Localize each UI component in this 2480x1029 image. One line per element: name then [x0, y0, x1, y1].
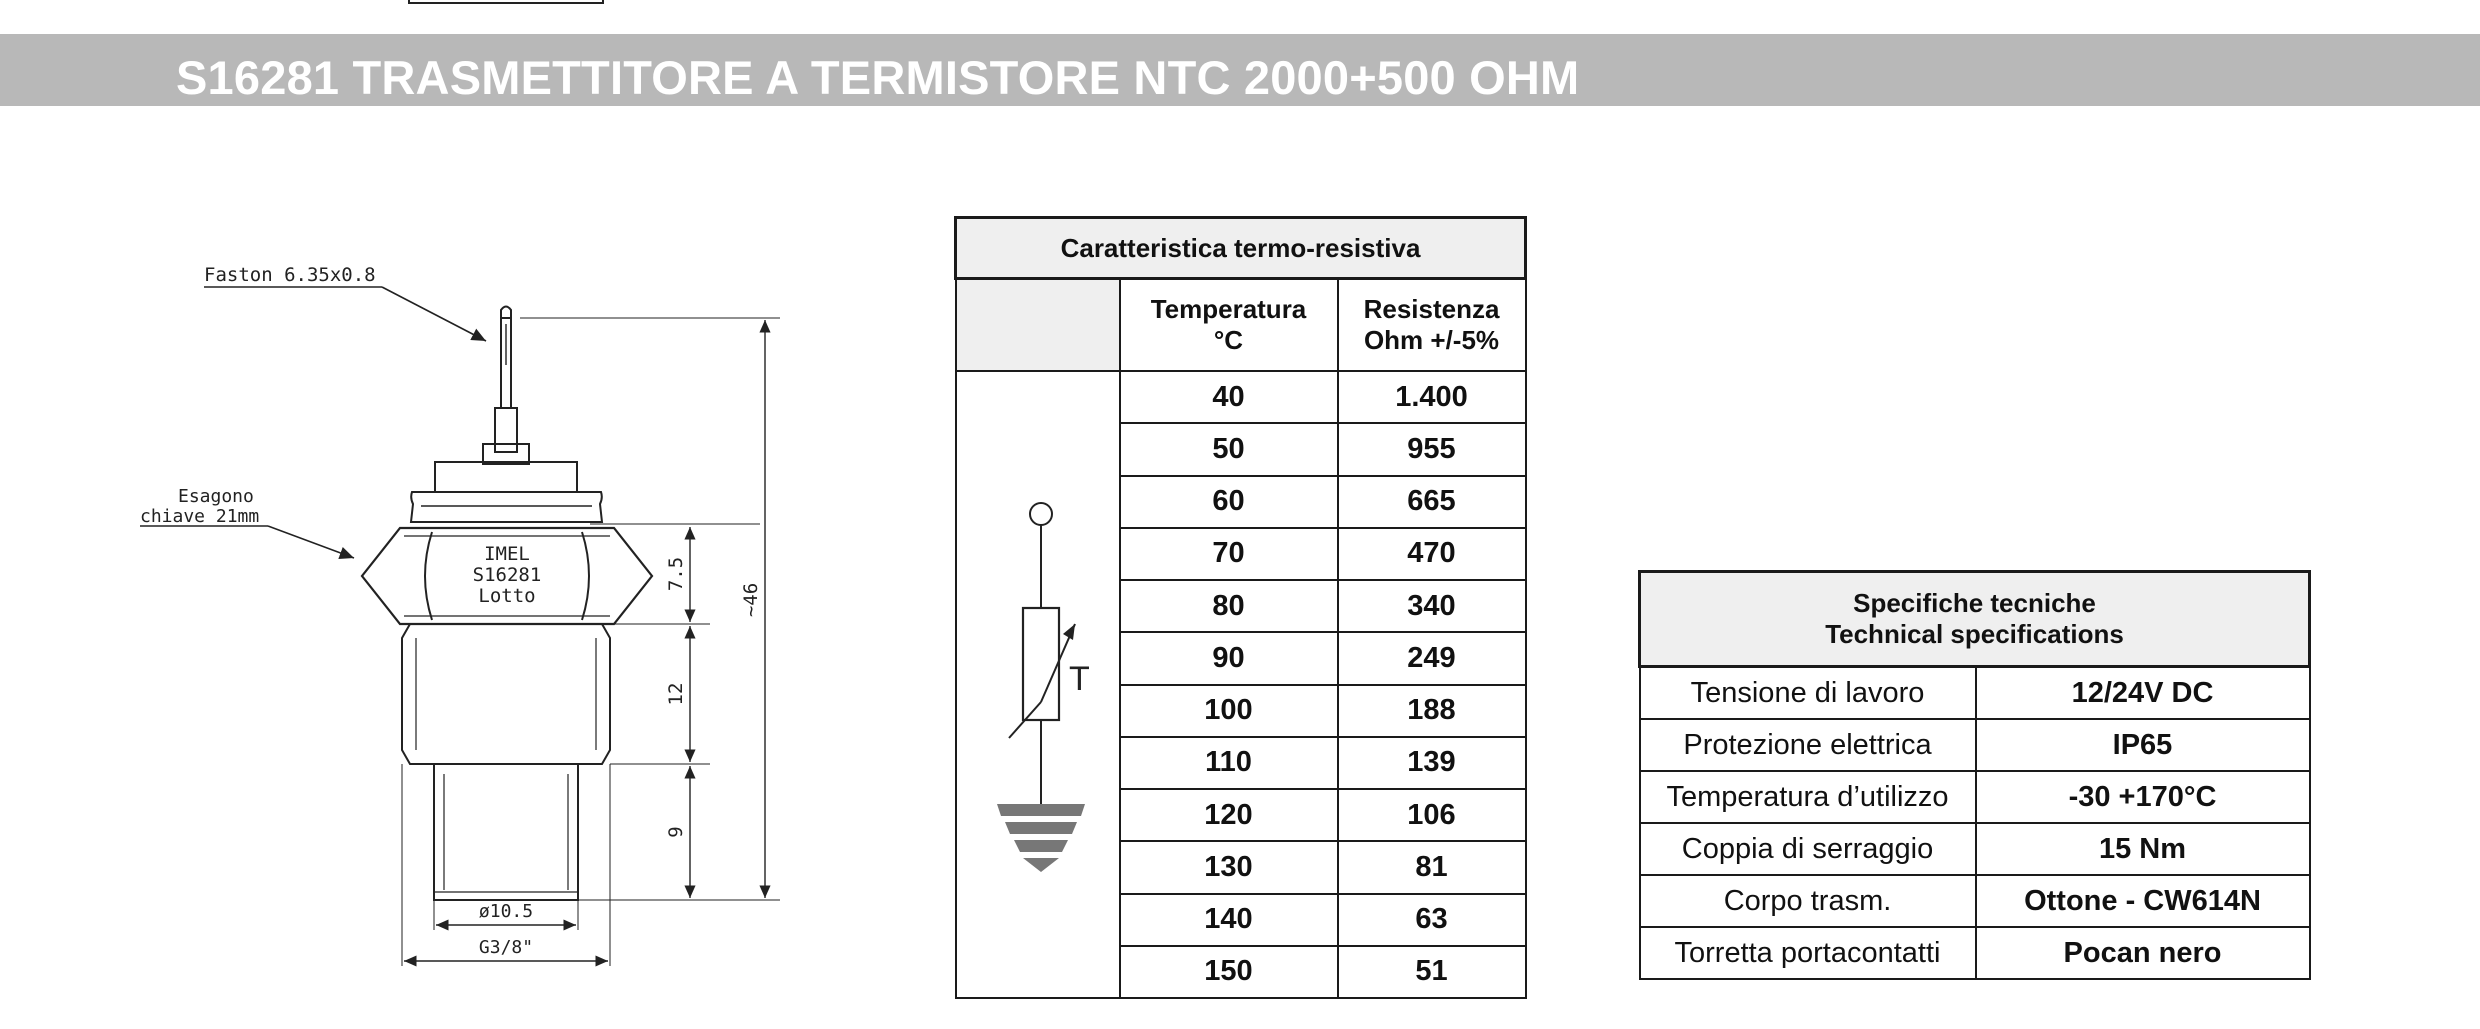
- resistance-column-header: [1338, 279, 1526, 372]
- temperature-cell: 40: [1120, 371, 1338, 423]
- resistance-cell: 340: [1338, 580, 1526, 632]
- temperature-cell: 110: [1120, 737, 1338, 789]
- temperature-cell: 50: [1120, 423, 1338, 475]
- temperature-column-header: [1120, 279, 1338, 372]
- thermistor-schematic-icon: [959, 372, 1117, 992]
- spec-key: Torretta portacontatti: [1640, 927, 1976, 979]
- dim-total-length: ~46: [740, 582, 762, 618]
- temperature-cell: 140: [1120, 894, 1338, 946]
- spec-key: Corpo trasm.: [1640, 875, 1976, 927]
- table-row: [1640, 667, 2310, 720]
- specs-table-caption: [1640, 572, 2310, 667]
- thermal-resistance-table: [954, 216, 1527, 999]
- body-marking-code: S16281: [472, 564, 542, 586]
- spec-key: Coppia di serraggio: [1640, 823, 1976, 875]
- table-row: [1640, 719, 2310, 771]
- spec-key: Temperatura d’utilizzo: [1640, 771, 1976, 823]
- resistance-cell: 51: [1338, 946, 1526, 998]
- spec-value: 15 Nm: [1976, 823, 2310, 875]
- temperature-cell: 100: [1120, 685, 1338, 737]
- faston-label: Faston 6.35x0.8: [204, 264, 376, 286]
- top-frame-edge: [408, 0, 604, 4]
- specs-caption-it: Specifiche tecniche: [1853, 588, 2096, 618]
- esagono-label-line2: chiave 21mm: [140, 506, 260, 527]
- temperature-cell: 120: [1120, 789, 1338, 841]
- spec-value: IP65: [1976, 719, 2310, 771]
- resistance-cell: 1.400: [1338, 371, 1526, 423]
- spec-value: 12/24V DC: [1976, 667, 2310, 720]
- table-row: [1640, 823, 2310, 875]
- spec-value: Pocan nero: [1976, 927, 2310, 979]
- resistance-cell: 955: [1338, 423, 1526, 475]
- resistance-cell: 106: [1338, 789, 1526, 841]
- temperature-cell: 150: [1120, 946, 1338, 998]
- dim-thread-length: 12: [665, 682, 687, 706]
- table-row: [1640, 771, 2310, 823]
- temperature-cell: 60: [1120, 476, 1338, 528]
- resistance-cell: 249: [1338, 632, 1526, 684]
- spec-value: -30 +170°C: [1976, 771, 2310, 823]
- table-row: [1640, 875, 2310, 927]
- threaded-section: [402, 624, 610, 764]
- resistance-cell: 81: [1338, 841, 1526, 893]
- resistance-cell: 139: [1338, 737, 1526, 789]
- specs-caption-en: Technical specifications: [1825, 619, 2124, 649]
- spec-key: Tensione di lavoro: [1640, 667, 1976, 720]
- dim-diameter: ø10.5: [478, 901, 534, 922]
- faston-pin: [495, 307, 517, 453]
- esagono-label-line1: Esagono: [178, 486, 254, 507]
- spec-value: Ottone - CW614N: [1976, 875, 2310, 927]
- technical-specs-table: [1638, 570, 2311, 980]
- thermistor-symbol-cell: [956, 371, 1120, 998]
- resistance-cell: 665: [1338, 476, 1526, 528]
- spec-key: Protezione elettrica: [1640, 719, 1976, 771]
- dim-thread-size: G3/8": [478, 937, 534, 958]
- table-row: [1640, 927, 2310, 979]
- resistance-cell: 470: [1338, 528, 1526, 580]
- temperature-cell: 130: [1120, 841, 1338, 893]
- symbol-header-cell: [956, 279, 1120, 372]
- body-marking-imel: IMEL: [484, 543, 530, 565]
- table-row: [956, 371, 1526, 423]
- temperature-cell: 80: [1120, 580, 1338, 632]
- sensor-cap: [411, 444, 602, 522]
- temperature-header-line2: °C: [1213, 325, 1244, 355]
- sensor-technical-drawing: [120, 240, 820, 1000]
- thermal-table-caption: Caratteristica termo-resistiva: [956, 218, 1526, 279]
- resistance-cell: 188: [1338, 685, 1526, 737]
- resistance-header-line2: Ohm +/-5%: [1363, 325, 1500, 355]
- dim-hex-height: 7.5: [665, 556, 687, 592]
- temperature-cell: 70: [1120, 528, 1338, 580]
- temperature-header-line1: Temperatura: [1150, 294, 1307, 324]
- dim-tip-length: 9: [665, 826, 687, 838]
- thermistor-symbol-label: T: [1068, 660, 1090, 698]
- temperature-cell: 90: [1120, 632, 1338, 684]
- body-marking-lotto: Lotto: [478, 585, 536, 607]
- resistance-header-line1: Resistenza: [1363, 294, 1500, 324]
- sensor-tip: [434, 764, 578, 900]
- resistance-cell: 63: [1338, 894, 1526, 946]
- page-title: S16281 TRASMETTITORE A TERMISTORE NTC 2000+500 OHM: [176, 51, 1580, 104]
